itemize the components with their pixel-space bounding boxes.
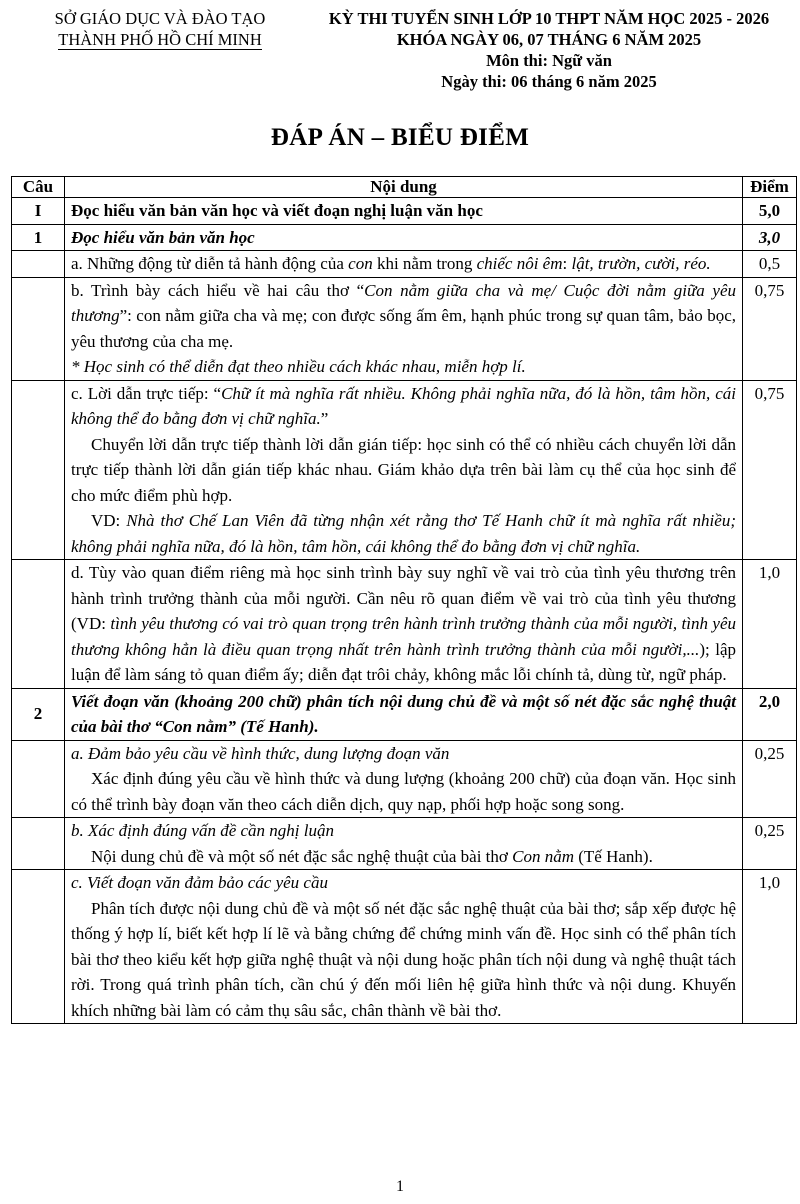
question-score: 2,0 [743,688,797,740]
answer-row-a [12,251,797,278]
criteria-b-heading: b. Xác định đúng vấn đề cần nghị luận [71,821,334,840]
question-score: 3,0 [743,224,797,251]
question-title: Đọc hiểu văn bản văn học [65,224,743,251]
org-line-1: SỞ GIÁO DỤC VÀ ĐÀO TẠO [54,9,266,28]
table-header-row [12,177,797,198]
criteria-b: b. Xác định đúng vấn đề cần nghị luận Nội dung chủ đề và một số nét đặc sắc nghệ thuật của bài thơ Con nằm (Tế Hanh). [65,818,743,870]
question-number: 2 [12,688,65,740]
criteria-b-score: 0,25 [743,818,797,870]
answer-b-note: * Học sinh có thể diễn đạt theo nhiều cách khác nhau, miễn hợp lí. [71,357,526,376]
answer-row-d [12,560,797,689]
document-title: ĐÁP ÁN – BIỂU ĐIỂM [270,124,530,151]
question-row-2 [12,688,797,740]
criteria-c-heading: c. Viết đoạn văn đảm bảo các yêu cầu [71,873,328,892]
header-exam-info [300,8,798,92]
question-number: 1 [12,224,65,251]
answer-b: b. Trình bày cách hiểu về hai câu thơ “Con nằm giữa cha và mẹ/ Cuộc đời nằm giữa yêu thương”: con nằm giữa cha và mẹ; con được sống ấm êm, hạnh phúc trong sự quan tâm, bảo bọc, yêu thương của cha mẹ. * Học sinh có thể diễn đạt theo nhiều cách khác nhau, miễn hợp lí. [65,277,743,380]
header-score: Điểm [743,177,797,198]
question-title: Viết đoạn văn (khoảng 200 chữ) phân tích nội dung chủ đề và một số nét đặc sắc nghệ thuật của bài thơ “Con nằm” (Tế Hanh). [65,688,743,740]
exam-session: KHÓA NGÀY 06, 07 THÁNG 6 NĂM 2025 [396,30,702,49]
page-number: 1 [396,1178,404,1195]
answer-row-b [12,277,797,380]
answer-c: c. Lời dẫn trực tiếp: “Chữ ít mà nghĩa rất nhiều. Không phải nghĩa nữa, đó là hồn, tâm hồn, cái không thể đo bằng đơn vị chữ nghĩa.” Chuyển lời dẫn trực tiếp thành lời dẫn gián tiếp: học sinh có thể có nhiều cách chuyển lời dẫn trực tiếp thành lời dẫn gián tiếp khác nhau. Giám khảo dựa trên bài làm cụ thể của học sinh để cho mức điểm phù hợp. VD: Nhà thơ Chế Lan Viên đã từng nhận xét rằng thơ Tế Hanh chữ ít mà nghĩa rất nhiều; không phải nghĩa nữa, đó là hồn, tâm hồn, cái không thể đo bằng đơn vị chữ nghĩa. [65,380,743,560]
answer-b-score: 0,75 [743,277,797,380]
criteria-row-b [12,818,797,870]
section-row-I [12,198,797,225]
answer-key-table [11,176,797,1024]
exam-date: Ngày thi: 06 tháng 6 năm 2025 [441,72,657,91]
criteria-row-a [12,740,797,818]
answer-a: a. Những động từ diễn tả hành động của con khi nằm trong chiếc nôi êm: lật, trườn, cười, réo. [65,251,743,278]
criteria-c: c. Viết đoạn văn đảm bảo các yêu cầu Phân tích được nội dung chủ đề và một số nét đặc sắc nghệ thuật của bài thơ; sắp xếp được hệ thống ý hợp lí, biết kết hợp lí lẽ và bằng chứng để chứng minh vấn đề. Học sinh có thể phân tích bài thơ theo kiểu kết hợp giữa nghệ thuật và nội dung hoặc phân tích nội dung và nghệ thuật tách rời. Trong quá trình phân tích, cần chú ý đến mối liên hệ giữa hình thức và nội dung. Khuyến khích những bài làm có cảm thụ sâu sắc, chân thành về bài thơ. [65,870,743,1024]
answer-a-score: 0,5 [743,251,797,278]
answer-d: d. Tùy vào quan điểm riêng mà học sinh trình bày suy nghĩ về vai trò của tình yêu thương trên hành trình trưởng thành của mỗi người. Cần nêu rõ quan điểm về vai trò của tình yêu thương (VD: tình yêu thương có vai trò quan trọng trên hành trình trưởng thành của mỗi người, tình yêu thương không hẳn là điều quan trọng nhất trên hành trình trưởng thành của mỗi người,...); lập luận để làm sáng tỏ quan điểm ấy; diễn đạt trôi chảy, không mắc lỗi chính tả, dùng từ, ngữ pháp. [65,560,743,689]
org-line-2: THÀNH PHỐ HỒ CHÍ MINH [58,30,262,49]
question-row-1 [12,224,797,251]
section-number: I [12,198,65,225]
exam-subject: Môn thi: Ngữ văn [486,51,612,70]
criteria-row-c [12,870,797,1024]
criteria-a-heading: a. Đảm bảo yêu cầu về hình thức, dung lượng đoạn văn [71,743,450,763]
section-title: Đọc hiểu văn bản văn học và viết đoạn nghị luận văn học [65,198,743,225]
criteria-c-score: 1,0 [743,870,797,1024]
header-organization [42,8,278,50]
criteria-a-score: 0,25 [743,740,797,818]
answer-row-c [12,380,797,560]
answer-d-score: 1,0 [743,560,797,689]
header-content: Nội dung [65,177,743,198]
criteria-a: a. Đảm bảo yêu cầu về hình thức, dung lượng đoạn văn Xác định đúng yêu cầu về hình thức và dung lượng (khoảng 200 chữ) của đoạn văn. Học sinh có thể trình bày đoạn văn theo cách diễn dịch, quy nạp, phối hợp hoặc song song. [65,740,743,818]
section-score: 5,0 [743,198,797,225]
exam-title: KỲ THI TUYỂN SINH LỚP 10 THPT NĂM HỌC 2025 - 2026 [328,9,770,28]
answer-c-score: 0,75 [743,380,797,560]
header-question: Câu [12,177,65,198]
